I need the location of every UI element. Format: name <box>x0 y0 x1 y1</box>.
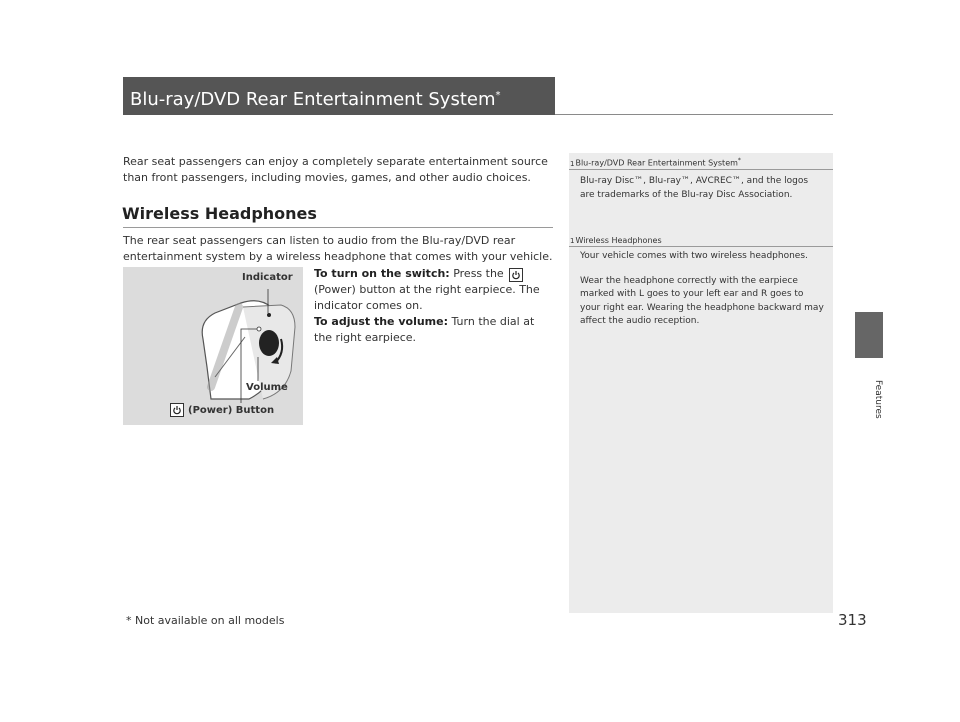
notes-panel <box>569 153 833 613</box>
chapter-tab-label: Features <box>873 379 883 419</box>
page-title: Blu-ray/DVD Rear Entertainment System* <box>130 89 501 110</box>
section-divider <box>123 227 553 228</box>
headphone-earpiece-icon <box>123 267 303 425</box>
page-number: 313 <box>838 611 867 629</box>
power-button-label-row <box>170 403 274 417</box>
note-body-headphones <box>580 250 825 340</box>
volume-instruction-title: To adjust the volume: <box>314 315 448 328</box>
power-icon <box>509 268 523 282</box>
note-heading-headphones: 1Wireless Headphones <box>570 236 662 245</box>
title-divider <box>555 114 833 115</box>
switch-instruction-text-end: (Power) button at the right earpiece. The indicator comes on. <box>314 283 540 312</box>
switch-instruction-title: To turn on the switch: <box>314 267 450 280</box>
section-heading: Wireless Headphones <box>122 204 317 223</box>
power-button-label: (Power) Button <box>188 404 275 416</box>
indicator-label: Indicator <box>242 272 293 283</box>
section-intro-paragraph: The rear seat passengers can listen to audio from the Blu-ray/DVD rear entertainment system by a wireless headphone that comes with your vehicle. <box>123 234 553 263</box>
section-title-bar <box>123 77 555 115</box>
volume-instruction-text: Turn the dial at the right earpiece. <box>314 315 535 344</box>
note-heading-entertainment: 1Blu-ray/DVD Rear Entertainment System* <box>570 157 741 168</box>
chapter-tab <box>855 312 883 358</box>
instructions-block <box>314 266 554 346</box>
note-divider <box>569 246 833 247</box>
intro-paragraph: Rear seat passengers can enjoy a completely separate entertainment source than front passengers, including movies, games, and other audio choices. <box>123 155 548 184</box>
note-paragraph: Your vehicle comes with two wireless headphones. <box>580 251 808 261</box>
headphone-illustration <box>123 267 303 425</box>
volume-label: Volume <box>246 382 288 393</box>
footnote: * Not available on all models <box>126 614 285 627</box>
power-icon <box>170 403 184 417</box>
note-body-trademarks: Blu-ray Disc™, Blu-ray™, AVCREC™, and the logos are trademarks of the Blu-ray Disc Association. <box>580 176 809 200</box>
note-divider <box>569 169 833 170</box>
note-paragraph: Wear the headphone correctly with the earpiece marked with L goes to your left ear and R goes to your right ear. Wearing the headphone backward may affect the audio reception. <box>580 275 824 326</box>
switch-instruction-text-start: Press the <box>453 267 504 280</box>
